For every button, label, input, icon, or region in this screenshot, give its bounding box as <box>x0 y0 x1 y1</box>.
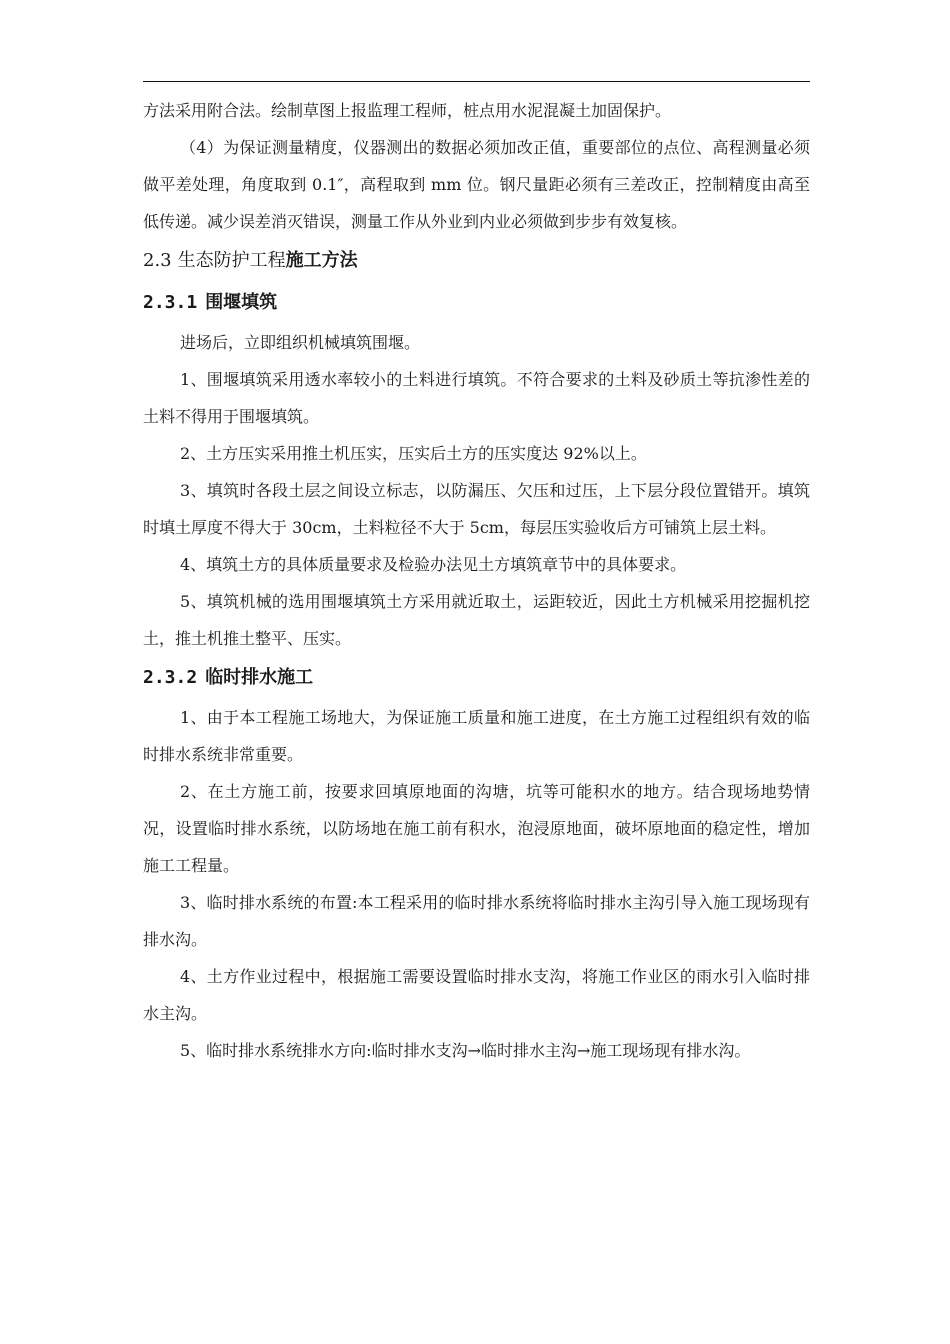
document-body <box>143 92 810 1069</box>
paragraph: 4、填筑土方的具体质量要求及检验办法见土方填筑章节中的具体要求。 <box>180 555 687 574</box>
paragraph: 1、围堰填筑采用透水率较小的土料进行填筑。不符合要求的土料及砂质土等抗渗性差的土料不得用于围堰填筑。 <box>143 370 810 426</box>
section-title-normal: 生态防护工程 <box>177 250 286 271</box>
section-number: 2.3.1 <box>143 292 198 313</box>
paragraph: （4）为保证测量精度，仪器测出的数据必须加改正值，重要部位的点位、高程测量必须做平差处理，角度取到 0.1″，高程取到 mm 位。钢尺量距必须有三差改正，控制精度由高至低传递。减少误差消灭错误，测量工作从外业到内业必须做到步步有效复核。 <box>143 138 810 231</box>
section-heading-2-3 <box>143 240 810 282</box>
paragraph: 1、由于本工程施工场地大，为保证施工质量和施工进度，在土方施工过程组织有效的临时排水系统非常重要。 <box>143 708 810 764</box>
section-title: 临时排水施工 <box>205 667 314 688</box>
paragraph: 3、填筑时各段土层之间设立标志，以防漏压、欠压和过压，上下层分段位置错开。填筑时填土厚度不得大于 30cm，土料粒径不大于 5cm，每层压实验收后方可铺筑上层土料。 <box>143 481 810 537</box>
paragraph: 5、填筑机械的选用围堰填筑土方采用就近取土，运距较近，因此土方机械采用挖掘机挖土，推土机推土整平、压实。 <box>143 592 810 648</box>
section-heading-2-3-2 <box>143 657 810 699</box>
paragraph: 4、土方作业过程中，根据施工需要设置临时排水支沟，将施工作业区的雨水引入临时排水主沟。 <box>143 967 810 1023</box>
section-heading-2-3-1 <box>143 282 810 324</box>
section-title: 围堰填筑 <box>205 292 278 313</box>
header-rule <box>143 81 810 82</box>
section-number: 2.3.2 <box>143 667 198 688</box>
section-title-bold: 施工方法 <box>285 250 358 271</box>
paragraph: 进场后，立即组织机械填筑围堰。 <box>180 333 421 352</box>
paragraph: 3、临时排水系统的布置:本工程采用的临时排水系统将临时排水主沟引导入施工现场现有排水沟。 <box>143 893 810 949</box>
paragraph: 5、临时排水系统排水方向:临时排水支沟→临时排水主沟→施工现场现有排水沟。 <box>180 1041 751 1060</box>
paragraph: 方法采用附合法。绘制草图上报监理工程师，桩点用水泥混凝土加固保护。 <box>143 101 672 120</box>
paragraph: 2、土方压实采用推土机压实，压实后土方的压实度达 92%以上。 <box>180 444 647 463</box>
section-number: 2.3 <box>143 250 172 271</box>
paragraph: 2、在土方施工前，按要求回填原地面的沟塘，坑等可能积水的地方。结合现场地势情况，设置临时排水系统，以防场地在施工前有积水，泡浸原地面，破坏原地面的稳定性，增加施工工程量。 <box>143 782 810 875</box>
